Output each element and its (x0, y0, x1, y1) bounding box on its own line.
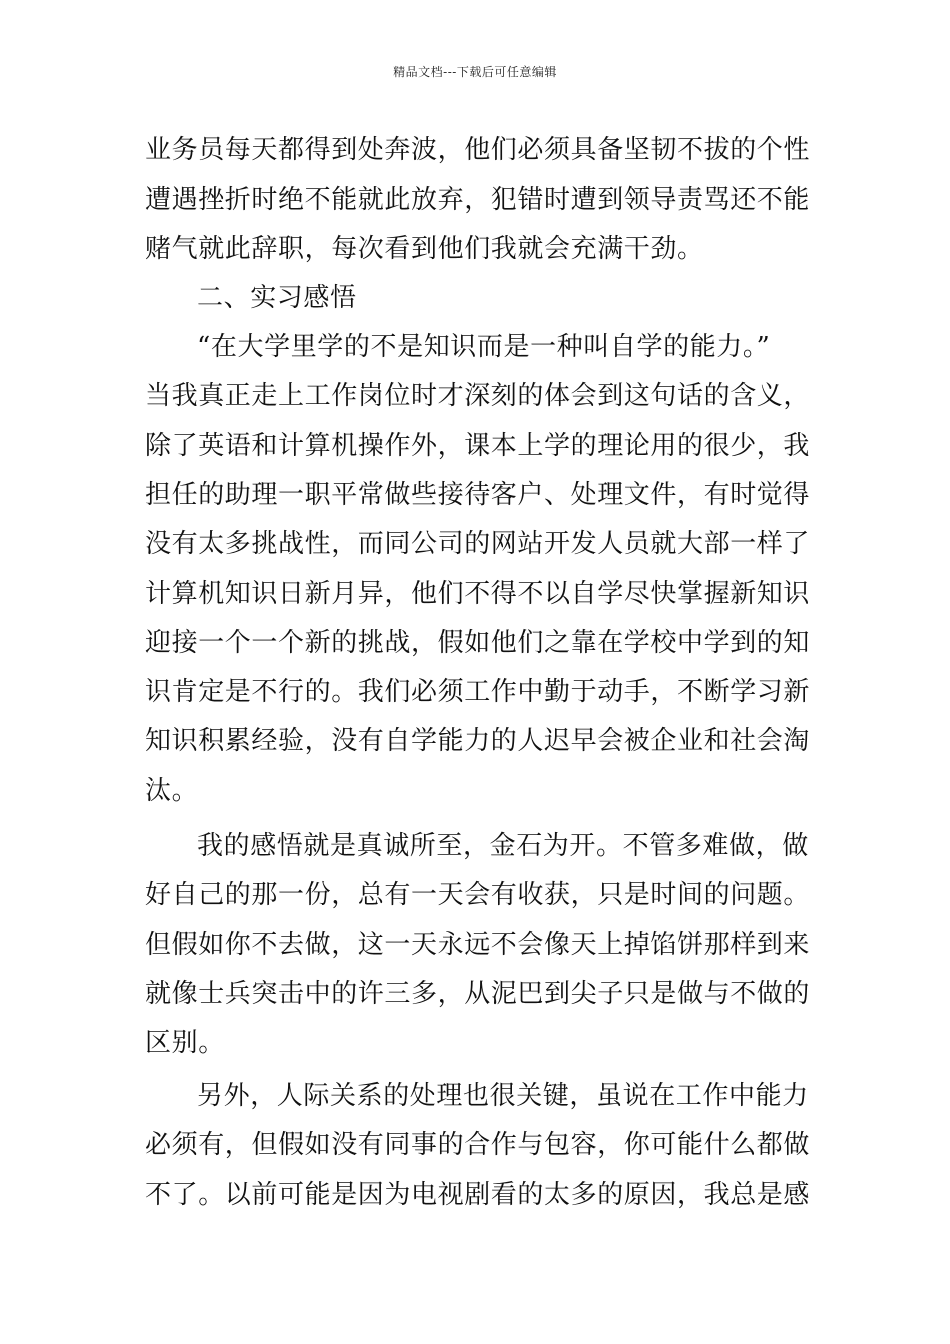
body-line: 赌气就此辞职，每次看到他们我就会充满干劲。 (145, 234, 704, 264)
body-line: 但假如你不去做，这一天永远不会像天上掉馅饼那样到来 (145, 930, 811, 960)
body-line: 不了。以前可能是因为电视剧看的太多的原因，我总是感 (145, 1180, 811, 1210)
body-line: “在大学里学的不是知识而是一种叫自学的能力。” (197, 332, 771, 362)
body-line: 必须有，但假如没有同事的合作与包容，你可能什么都做 (145, 1130, 811, 1160)
body-line: 迎接一个一个新的挑战，假如他们之靠在学校中学到的知 (145, 628, 811, 658)
body-line: 识肯定是不行的。我们必须工作中勤于动手，不断学习新 (145, 677, 811, 707)
body-line: 除了英语和计算机操作外，课本上学的理论用的很少，我 (145, 431, 811, 461)
body-line: 另外，人际关系的处理也很关键，虽说在工作中能力 (197, 1081, 809, 1111)
page-header: 精品文档---下载后可任意编辑 (393, 65, 557, 79)
section-heading: 二、实习感悟 (197, 283, 357, 313)
body-line: 业务员每天都得到处奔波，他们必须具备坚韧不拔的个性 (145, 135, 811, 165)
body-line: 我的感悟就是真诚所至，金石为开。不管多难做，做 (197, 831, 809, 861)
body-line: 区别。 (145, 1028, 225, 1058)
body-line: 遭遇挫折时绝不能就此放弃，犯错时遭到领导责骂还不能 (145, 185, 811, 215)
body-line: 知识积累经验，没有自学能力的人迟早会被企业和社会淘 (145, 726, 811, 756)
body-line: 担任的助理一职平常做些接待客户、处理文件，有时觉得 (145, 480, 811, 510)
body-line: 没有太多挑战性，而同公司的网站开发人员就大部一样了 (145, 529, 811, 559)
body-line: 汰。 (145, 776, 199, 806)
body-line: 当我真正走上工作岗位时才深刻的体会到这句话的含义， (145, 381, 811, 411)
body-line: 好自己的那一份，总有一天会有收获，只是时间的问题。 (145, 880, 811, 910)
body-line: 就像士兵突击中的许三多，从泥巴到尖子只是做与不做的 (145, 979, 811, 1009)
body-line: 计算机知识日新月异，他们不得不以自学尽快掌握新知识 (145, 579, 811, 609)
